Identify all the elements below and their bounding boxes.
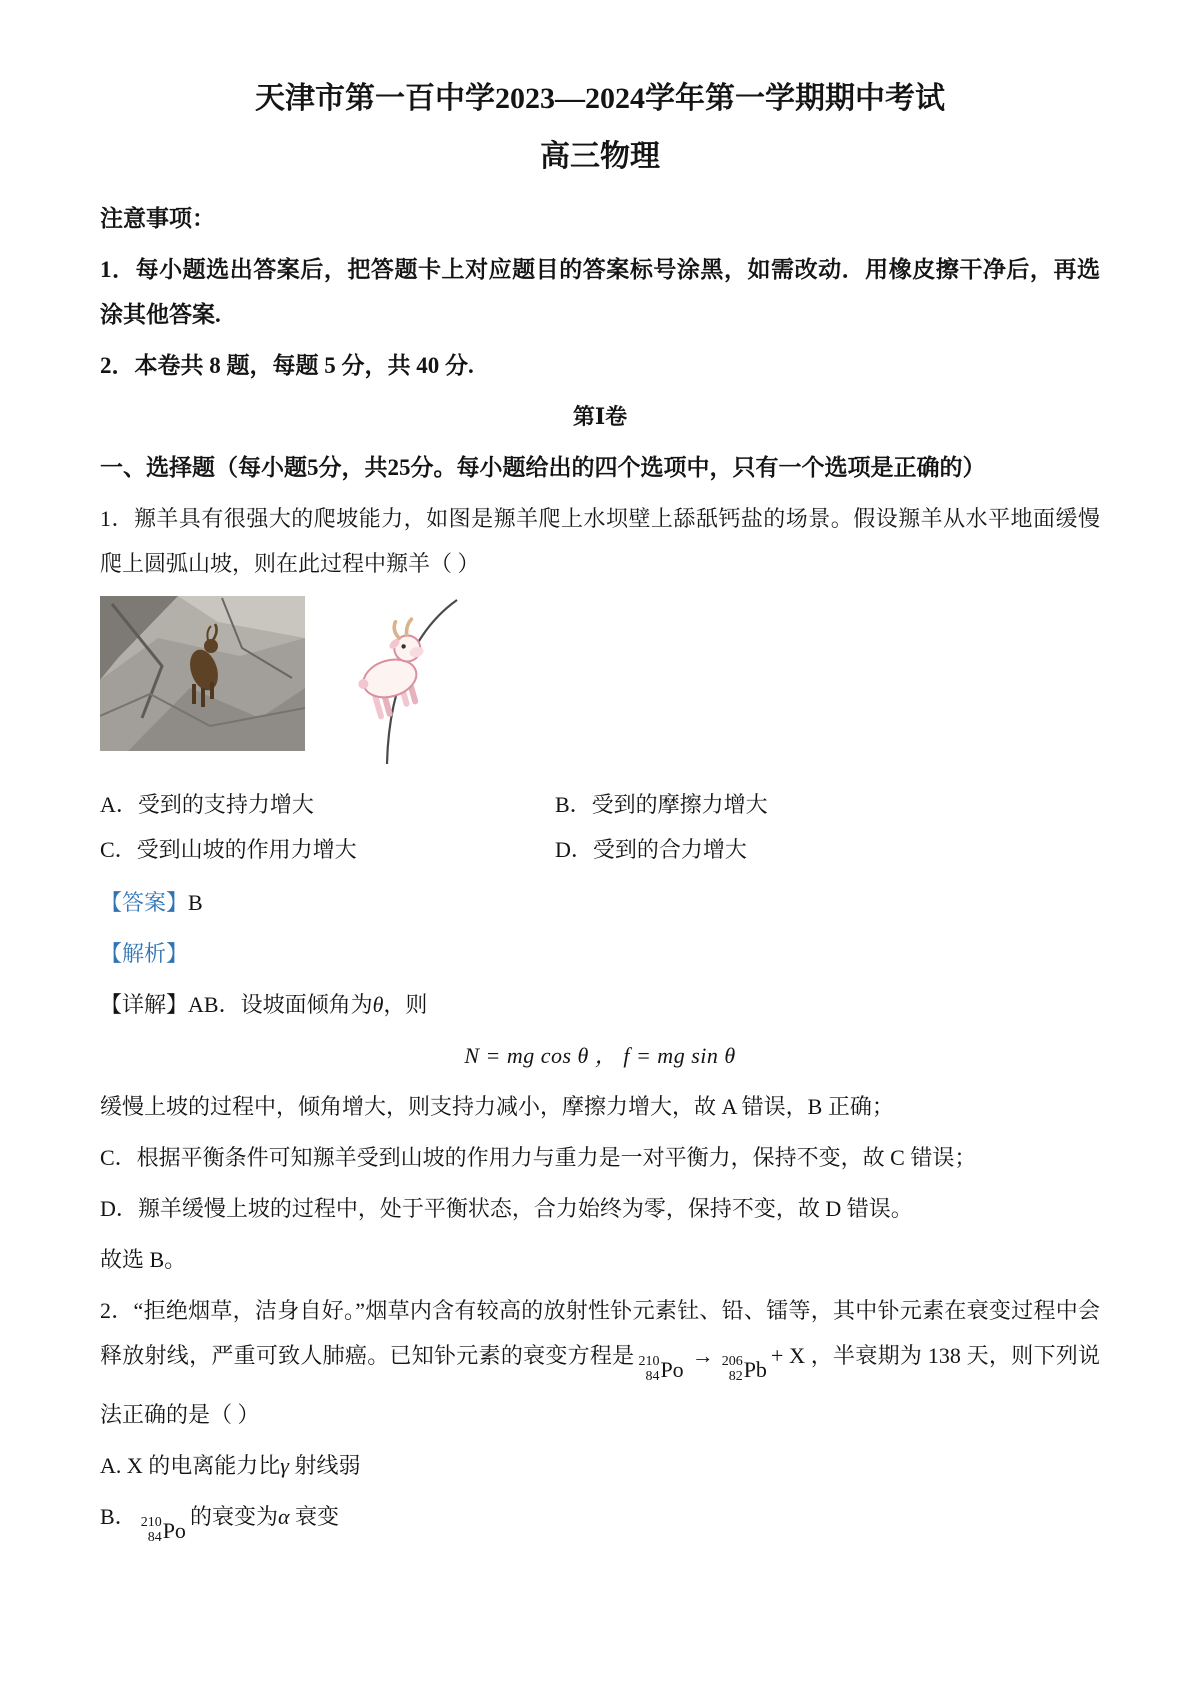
analysis-label: 【解析】 bbox=[100, 941, 189, 966]
alpha-symbol: α bbox=[277, 1504, 290, 1530]
po-symbol: Po bbox=[162, 1518, 186, 1544]
plus-x-term: + X ， bbox=[770, 1343, 834, 1368]
page-subtitle: 高三物理 bbox=[540, 140, 660, 173]
decay-arrow: → bbox=[691, 1343, 714, 1368]
q1-explanation-3: D．羱羊缓慢上坡的过程中，处于平衡状态，合力始终为零，保持不变，故 D 错误。 bbox=[100, 1196, 913, 1221]
answer-value: B bbox=[188, 890, 203, 915]
q2-stem bbox=[100, 1288, 1100, 1437]
q1-formula: N = mg cos θ ， f = mg sin θ bbox=[464, 1043, 736, 1068]
gamma-symbol: γ bbox=[280, 1453, 289, 1479]
nuclide-pb-206 bbox=[722, 1347, 767, 1392]
q1-option-b: B．受到的摩擦力增大 bbox=[555, 792, 768, 817]
q1-explanation-2: C．根据平衡条件可知羱羊受到山坡的作用力与重力是一对平衡力，保持不变，故 C 错误； bbox=[100, 1145, 977, 1170]
q1-figures bbox=[100, 596, 1100, 766]
q1-options bbox=[100, 782, 1100, 872]
q2-option-b bbox=[100, 1494, 1100, 1553]
q1-option-d: D．受到的合力增大 bbox=[555, 837, 747, 862]
detail-label: 【详解】 bbox=[100, 992, 189, 1017]
q2-option-a-post: 射线弱 bbox=[288, 1453, 361, 1479]
q1-explanation-1: 缓慢上坡的过程中，倾角增大，则支持力减小，摩擦力增大，故 A 错误，B 正确； bbox=[100, 1094, 894, 1119]
part-title: 第Ⅰ卷 bbox=[572, 404, 628, 429]
pb-symbol: Pb bbox=[743, 1357, 767, 1383]
note-item-2: 2．本卷共 8 题，每题 5 分，共 40 分. bbox=[100, 353, 474, 378]
goat-climbing-dam-photo bbox=[100, 596, 305, 751]
q1-stem: 1．羱羊具有很强大的爬坡能力，如图是羱羊爬上水坝壁上舔舐钙盐的场景。假设羱羊从水平地面缓慢爬上圆弧山坡，则在此过程中羱羊（ ） bbox=[100, 506, 1100, 576]
q2-stem-before: 2．“拒绝烟草，洁身自好。”烟草内含有较高的放射性钋元素钍、铅、镭等，其中钋元素在衰变过程中会释放射线，严重可致人肺癌。已知钋元素的衰变方程是 bbox=[100, 1298, 1100, 1368]
page-title: 天津市第一百中学2023—2024学年第一学期期中考试 bbox=[255, 82, 945, 115]
po-mass-number: 210 bbox=[140, 1515, 162, 1531]
pb-atomic-number: 82 bbox=[728, 1368, 743, 1384]
nuclide-po-210 bbox=[638, 1347, 683, 1392]
note-item-1: 1．每小题选出答案后，把答题卡上对应题目的答案标号涂黑，如需改动．用橡皮擦干净后，再选涂其他答案. bbox=[100, 257, 1100, 327]
q2-option-b-post: 衰变 bbox=[289, 1504, 340, 1530]
section-heading: 一、选择题（每小题5分，共25分。每小题给出的四个选项中，只有一个选项是正确的） bbox=[100, 455, 986, 480]
q2-option-b-pre: B． bbox=[100, 1504, 137, 1530]
q1-detail-intro bbox=[100, 982, 1100, 1027]
po-atomic-number: 84 bbox=[147, 1529, 162, 1545]
q2-option-b-mid: 的衰变为 bbox=[189, 1504, 278, 1530]
answer-label: 【答案】 bbox=[100, 890, 189, 915]
cartoon-goat-on-arc-figure bbox=[345, 596, 463, 768]
q1-option-a: A．受到的支持力增大 bbox=[100, 792, 314, 817]
po-mass-number: 210 bbox=[638, 1354, 660, 1369]
pb-mass-number: 206 bbox=[721, 1354, 743, 1369]
po-atomic-number: 84 bbox=[645, 1368, 660, 1384]
theta-symbol: θ bbox=[372, 992, 384, 1017]
detail-intro-pre: AB．设坡面倾角为 bbox=[188, 992, 373, 1017]
q1-conclusion: 故选 B。 bbox=[100, 1247, 187, 1272]
po-symbol: Po bbox=[660, 1357, 684, 1383]
nuclide-po-210-option-b bbox=[141, 1508, 186, 1553]
q1-option-c: C．受到山坡的作用力增大 bbox=[100, 837, 357, 862]
q2-option-a-pre: A. X 的电离能力比 bbox=[100, 1453, 281, 1479]
q2-option-a bbox=[100, 1443, 1100, 1488]
q1-answer-line bbox=[100, 880, 1100, 925]
notes-heading: 注意事项： bbox=[100, 206, 215, 231]
detail-intro-post: ，则 bbox=[383, 992, 428, 1017]
q1-analysis-line bbox=[100, 931, 1100, 976]
q2-stem-after: 半衰期为 138 天，则下列说法正确的是（ ） bbox=[100, 1343, 1100, 1428]
